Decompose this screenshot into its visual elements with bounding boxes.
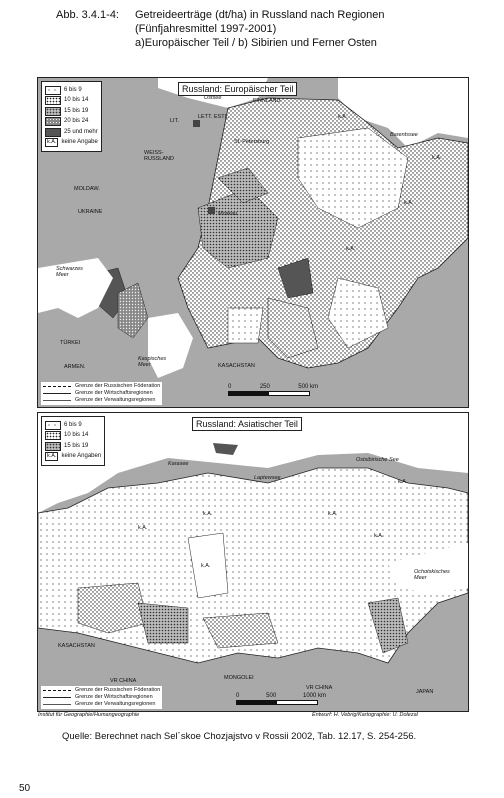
label-ka: k.A. <box>328 511 338 517</box>
scale-tick: 500 <box>266 693 277 699</box>
label-ka: k.A. <box>374 533 384 539</box>
boundary-label: Grenze der Wirtschaftsregionen <box>75 390 153 396</box>
legend-label: 20 bis 24 <box>64 118 89 124</box>
swatch-10-14 <box>45 96 61 105</box>
label-ka: k.A. <box>138 525 148 531</box>
legend-item <box>45 107 98 116</box>
label-ochotskisches-meer: Ochotskisches Meer <box>414 569 450 581</box>
swatch-15-19 <box>45 442 61 451</box>
scale-tick: 250 <box>259 384 270 390</box>
label-lit: LIT. <box>170 118 179 124</box>
label-ka: k.A. <box>201 563 211 569</box>
map-european-russia <box>37 77 469 408</box>
label-kasachstan: KASACHSTAN <box>58 643 95 649</box>
label-weissrussland: WEISS- RUSSLAND <box>144 150 174 162</box>
legend-item <box>45 431 101 440</box>
label-schwarzes-meer: Schwarzes Meer <box>56 266 83 278</box>
scale-bar-asian <box>236 693 326 705</box>
label-ukraine: UKRAINE <box>78 209 103 215</box>
map-asian-russia <box>37 412 469 712</box>
map-european-canvas <box>38 78 468 407</box>
label-barentssee: Barentssee <box>390 132 418 138</box>
swatch-no-data: k.A. <box>47 453 57 459</box>
label-karasee: Karasee <box>168 461 189 467</box>
label-finnland: FINNLAND <box>253 98 281 104</box>
label-lett-estl: LETT. ESTL. <box>198 114 230 120</box>
label-kaspisches-meer: Kaspisches Meer <box>138 356 167 368</box>
legend-item <box>45 138 98 147</box>
label-tuerkei: TÜRKEI <box>60 340 81 346</box>
label-armen: ARMEN. <box>64 364 86 370</box>
legend-item <box>45 117 98 126</box>
boundary-label: Grenze der Wirtschaftsregionen <box>75 694 153 700</box>
footer-institute: Institut für Geographie/Humangeographie <box>38 712 140 718</box>
boundary-legend-european <box>41 382 162 405</box>
figure-subtitle: a)Europäischer Teil / b) Sibirien und Ferner Osten <box>135 37 377 49</box>
legend-label: 6 bis 9 <box>64 86 82 93</box>
legend-european <box>41 81 102 152</box>
boundary-legend-asian <box>41 686 162 709</box>
swatch-10-14 <box>45 431 61 440</box>
legend-item <box>45 442 101 451</box>
boundary-label: Grenze der Verwaltungsregionen <box>75 701 156 707</box>
legend-label: 15 bis 19 <box>64 442 89 449</box>
label-ka: k.A. <box>432 155 442 161</box>
label-ka: k.A. <box>203 511 213 517</box>
swatch-no-data: k.A. <box>47 139 57 145</box>
label-vr-china: VR CHINA <box>306 685 333 691</box>
footer-credits: Entwurf: H. Vebrig/Kartographie: U. Dolezal <box>312 712 418 718</box>
label-mongolei: MONGOLEI <box>224 675 254 681</box>
legend-label: 15 bis 19 <box>64 107 89 114</box>
legend-label: keine Angaben <box>61 453 102 459</box>
scale-tick: 1000 km <box>302 693 326 699</box>
swatch-6-9 <box>45 421 61 430</box>
legend-label: 10 bis 14 <box>64 97 89 103</box>
legend-asian <box>41 416 105 466</box>
label-vr-china: VR CHINA <box>110 678 137 684</box>
label-ka: k.A. <box>346 246 356 252</box>
legend-item <box>45 96 98 105</box>
label-laptewsee: Laptewsee <box>254 475 281 481</box>
boundary-label: Grenze der Verwaltungsregionen <box>75 397 156 403</box>
map-asian-title: Russland: Asiatischer Teil <box>192 417 302 431</box>
swatch-25-plus <box>45 128 61 137</box>
legend-item <box>45 128 98 137</box>
label-moskau: Moskau <box>218 211 238 217</box>
legend-label: keine Angabe <box>61 139 98 145</box>
source-note: Quelle: Berechnet nach Sel´skoe Chozjajstvo v Rossii 2002, Tab. 12.17, S. 254-256. <box>62 731 417 742</box>
label-moldau: MOLDAW. <box>74 186 100 192</box>
scale-tick: 0 <box>236 693 240 699</box>
boundary-label: Grenze der Russischen Föderation <box>75 687 161 693</box>
map-european-title: Russland: Europäischer Teil <box>178 82 297 96</box>
label-kasachstan: KASACHSTAN <box>218 363 255 369</box>
label-ka: k.A. <box>398 479 408 485</box>
swatch-20-24 <box>45 117 61 126</box>
legend-item <box>45 452 101 461</box>
legend-item <box>45 421 101 430</box>
legend-label: 25 und mehr <box>64 128 98 135</box>
legend-label: 10 bis 14 <box>64 432 89 438</box>
page-number: 50 <box>19 783 31 794</box>
scale-tick: 500 km <box>298 384 318 390</box>
label-st-petersburg: St. Petersburg <box>234 139 270 145</box>
boundary-label: Grenze der Russischen Föderation <box>75 383 161 389</box>
label-ka: k.A. <box>404 200 414 206</box>
scale-bar-european <box>228 384 318 396</box>
swatch-6-9 <box>45 86 61 95</box>
legend-label: 6 bis 9 <box>64 421 82 428</box>
label-japan: JAPAN <box>416 689 434 695</box>
figure-title: Getreideerträge (dt/ha) in Russland nach Regionen (Fünfjahresmittel 1997-2001) <box>135 9 385 35</box>
label-ostsee: Ostsee <box>204 95 222 101</box>
scale-tick: 0 <box>228 384 232 390</box>
legend-item <box>45 86 98 95</box>
swatch-15-19 <box>45 107 61 116</box>
label-ka: k.A. <box>338 114 348 120</box>
label-ostsibirische-see: Ostsibirische See <box>356 457 399 463</box>
figure-number: Abb. 3.4.1-4: <box>56 9 119 21</box>
